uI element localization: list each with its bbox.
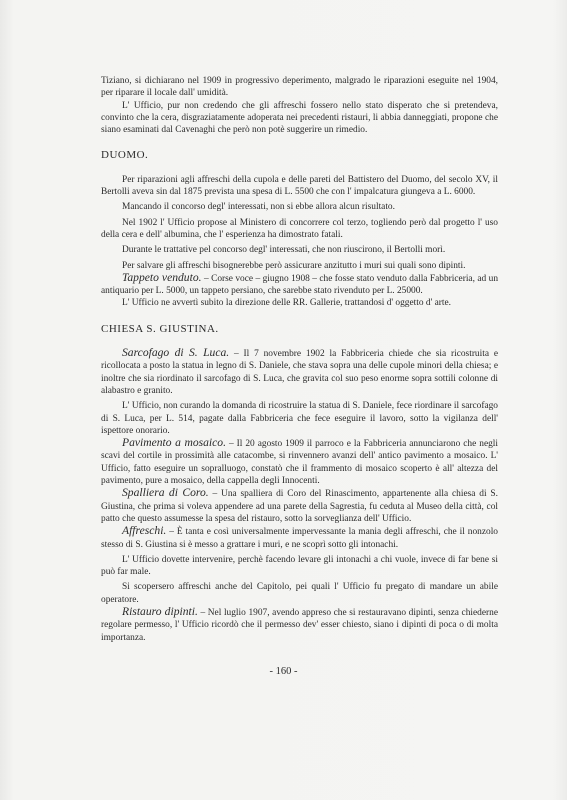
paragraph-text: – È tanta e così universalmente impervessante la mania degli affreschi, che il nonzolo stesso di S. Giustina si è messo a grattare i muri, e ne scoprì sotto gli intonachi. xyxy=(101,527,498,550)
italic-lead: Pavimento a mosaico. xyxy=(122,436,226,450)
paragraph: Per riparazioni agli affreschi della cupola e delle pareti del Battistero del Duomo, del secolo XV, il Bertolli aveva sin dal 1875 prevista una spesa di L. 5500 che con l' impalcatura giungeva a L. 6000. xyxy=(101,174,498,198)
paragraph: Durante le trattative pel concorso degl' interessati, che non riuscirono, il Bertolli morì. xyxy=(122,245,446,256)
paragraph: Mancando il concorso degl' interessati, non si ebbe allora alcun risultato. xyxy=(122,202,395,213)
paragraph: Tiziano, si dichiarano nel 1909 in progressivo deperimento, malgrado le riparazioni eseguite nel 1904, per riparare il locale dall' umidità. xyxy=(101,76,498,99)
paragraph-text: – Il 7 novembre 1902 la Fabbriceria chiede che sia ricostruita e ricollocata a posto la statua in legno di S. Daniele, che stava sopra una delle cupole minori della chiesa; e inoltre che sia riordinato il sarcofago di S. Luca, che gravita col suo peso enorme sopra sottili colonne di alabastro e granito. xyxy=(101,349,498,396)
italic-lead: Spalliera di Coro. xyxy=(122,486,209,500)
paragraph xyxy=(101,437,498,487)
paragraph: Nel 1902 l' Ufficio propose al Ministero di concorrere col terzo, togliendo però dal progetto l' uso della cera e dell' albumina, che l' esperienza ha dimostrato fatali. xyxy=(101,217,498,240)
paragraph: L' Ufficio ne avvertì subito la direzione delle RR. Gallerie, trattandosi d' oggetto d' arte. xyxy=(122,298,452,309)
paragraph: L' Ufficio, non curando la domanda di ricostruire la statua di S. Daniele, fece riordinare il sarcofago di S. Luca, per L. 514, pagate dalla Fabbriceria che fece eseguire il lavoro, sotto la vigilanza dell' ispettore onorario. xyxy=(101,401,498,436)
text-column xyxy=(101,75,498,644)
paragraph xyxy=(101,525,498,551)
paragraph-text: – Il 20 agosto 1909 il parroco e la Fabbriceria annunciarono che negli scavi del cortile in prossimità alle catacombe, si rinvennero avanzi dell' antico pavimento a mosaico. L' Ufficio, fatto eseguire un sopralluogo, constatò che il frammento di mosaico scoperto è all' altezza del pavimento, pure a mosaico, della cappella degli Innocenti. xyxy=(101,439,499,487)
section-heading-chiesa: CHIESA S. GIUSTINA. xyxy=(101,322,219,335)
page-number: - 160 - xyxy=(269,666,298,677)
paragraph: Si scopersero affreschi anche del Capitolo, pei quali l' Ufficio fu pregato di mandare un abile operatore. xyxy=(101,582,498,605)
paragraph xyxy=(101,272,498,298)
paragraph: L' Ufficio, pur non credendo che gli affreschi fossero nello stato disperato che si pretendeva, convinto che la cera, disgraziatamente adoperata nei precedenti ristauri, li abbia danneggiati, propone che siano esaminati dal Cavenaghi che però non potè suggerire un rimedio. xyxy=(101,100,498,136)
paragraph: L' Ufficio dovette intervenire, perchè facendo levare gli intonachi a chi vuole, invece di far bene si può far male. xyxy=(101,554,498,578)
paragraph-text: – Corse voce – giugno 1908 – che fosse stato venduto dalla Fabbriceria, ad un antiquario per L. 5000, un tappeto persiano, che sarebbe stato rivenduto per L. 25000. xyxy=(101,273,499,297)
paragraph xyxy=(101,606,498,644)
italic-lead: Affreschi. xyxy=(122,524,167,538)
paragraph: Per salvare gli affreschi bisognerebbe però assicurare anzitutto i muri sui quali sono dipinti. xyxy=(122,260,466,271)
italic-lead: Ristauro dipinti. xyxy=(122,604,198,618)
italic-lead: Tappeto venduto. xyxy=(122,270,202,284)
section-heading-duomo: DUOMO. xyxy=(101,149,149,162)
paragraph-text: – Nel luglio 1907, avendo appreso che si restauravano dipinti, senza chiederne regolare permesso, l' Ufficio ricordò che il permesso dev' esser chiesto, siano i dipinti di poca o di molta importanza. xyxy=(101,607,498,643)
paragraph xyxy=(101,347,498,397)
paragraph xyxy=(101,487,498,525)
paragraph-text: – Una spalliera di Coro del Rinascimento, appartenente alla chiesa di S. Giustina, che prima si voleva appendere ad una parete della Sagrestia, fu ceduta al Museo della città, col patto che questo assumesse la spesa del ristauro, sotto la sorveglianza dell' Ufficio. xyxy=(101,489,498,524)
italic-lead: Sarcofago di S. Luca. xyxy=(122,346,230,360)
